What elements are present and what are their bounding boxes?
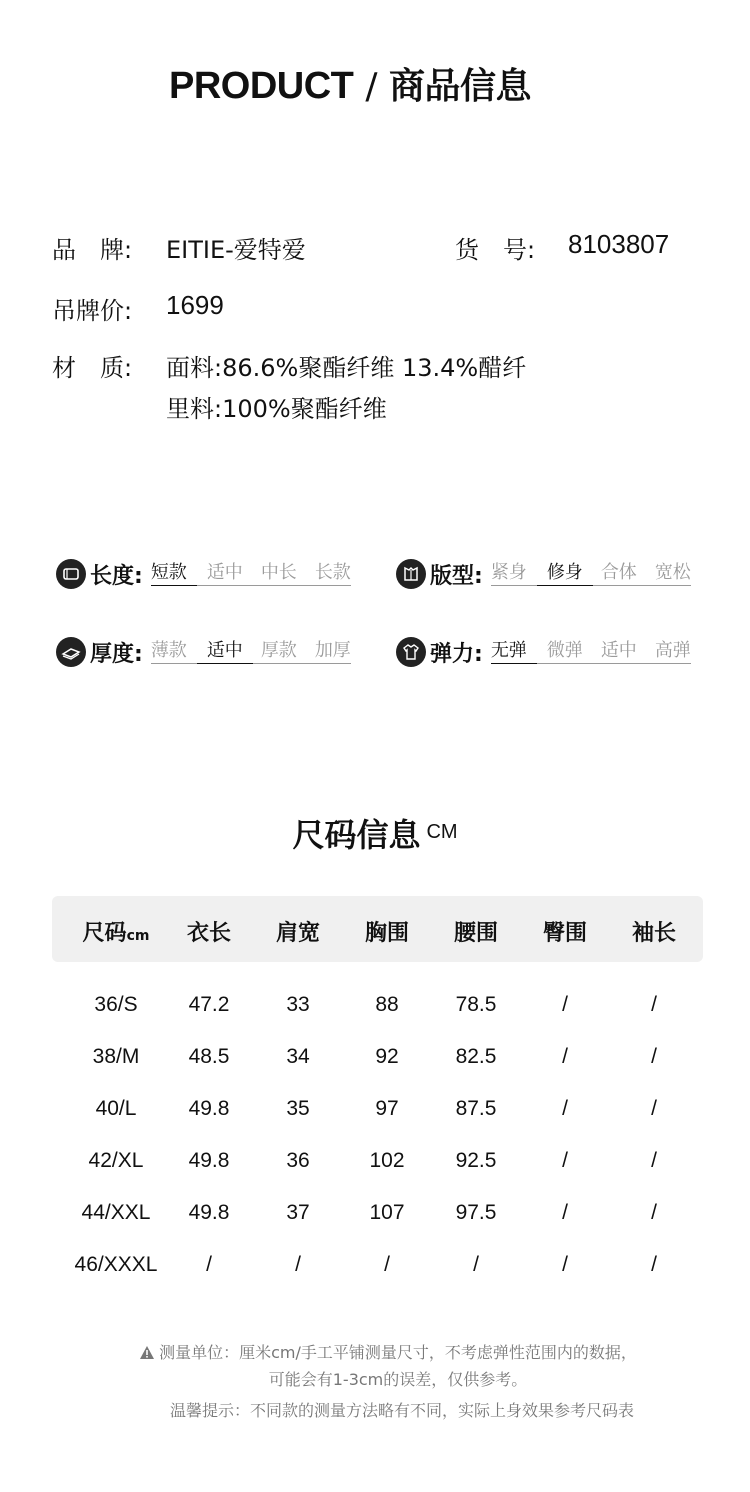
option-mid-long: 中长 [253,562,307,586]
option-long: 长款 [307,562,351,586]
option-medium-stretch: 适中 [593,640,647,664]
option-thin: 薄款 [151,640,197,664]
cell-size: 44/XXL [81,1201,151,1224]
table-row [52,1193,703,1233]
cell-shoulder: 34 [286,1045,310,1068]
option-thick: 厚款 [253,640,307,664]
cell-chest: 92 [375,1045,399,1068]
cell-shoulder: 33 [286,993,310,1016]
option-medium: 适中 [197,562,253,586]
size-section-title [0,810,750,856]
cell-length: 49.8 [188,1149,230,1172]
header-length: 衣长 [186,921,231,946]
table-row [52,1245,703,1285]
header-size-unit: cm [126,928,150,944]
cell-length: 48.5 [188,1045,230,1068]
cell-shoulder: / [295,1253,301,1276]
header-sleeve: 袖长 [631,921,676,946]
note-line-3: 温馨提示：不同款的测量方法略有不同，实际上身效果参考尺码表 [169,1401,634,1420]
cell-hip: / [562,1201,568,1224]
attribute-label: 长度: [90,563,143,589]
table-row [52,1037,703,1077]
note-line-2: 可能会有1-3cm的误差，仅供参考。 [268,1370,528,1389]
header-waist: 腰围 [453,921,498,946]
option-high-stretch: 高弹 [647,640,691,664]
option-loose: 宽松 [647,562,691,586]
attribute-label: 厚度: [90,641,143,667]
page-title [0,58,700,109]
option-extra-thick: 加厚 [307,640,351,664]
price-value: 1699 [166,290,224,320]
brand-row [52,230,692,262]
attribute-label: 弹力: [430,641,483,667]
fit-silhouette-icon [396,559,426,589]
cell-size: 36/S [94,993,138,1016]
material-line2: 里料:100%聚酯纤维 [166,395,387,423]
sku-label: 货 号: [455,236,536,264]
cell-sleeve: / [651,1045,657,1068]
cell-waist: 92.5 [455,1149,497,1172]
price-label: 吊牌价: [52,297,133,325]
material-label: 材 质: [52,354,133,382]
cell-length: 47.2 [188,993,230,1016]
fabric-thickness-icon [56,637,86,667]
warning-icon [139,1345,155,1360]
cell-chest: 102 [369,1149,405,1172]
note-line-1 [0,1340,750,1363]
cell-shoulder: 36 [286,1149,310,1172]
cell-length: 49.8 [188,1097,230,1120]
cell-chest: 97 [375,1097,399,1120]
cell-shoulder: 35 [286,1097,310,1120]
cell-waist: 87.5 [455,1097,497,1120]
cell-hip: / [562,1097,568,1120]
cell-size: 38/M [92,1045,140,1068]
cell-sleeve: / [651,1149,657,1172]
option-no-stretch: 无弹 [491,640,537,664]
attribute-thickness [56,635,351,669]
cell-chest: 107 [369,1201,405,1224]
cell-size: 40/L [95,1097,137,1120]
size-title-unit: CM [426,821,458,843]
option-slight-stretch: 微弹 [537,640,593,664]
jacket-length-icon [56,559,86,589]
option-short: 短款 [151,562,197,586]
cell-hip: / [562,993,568,1016]
price-row [52,291,692,323]
brand-value: EITIE-爱特爱 [166,236,306,264]
note-text-1: 测量单位：厘米cm/手工平铺测量尺寸，不考虑弹性范围内的数据， [159,1343,637,1362]
attribute-elasticity [396,635,691,669]
table-row [52,1141,703,1181]
attribute-row-2 [56,635,716,669]
header-chest: 胸围 [364,921,409,946]
attribute-length [56,557,351,591]
brand-label: 品 牌: [52,236,133,264]
table-row [52,985,703,1025]
cell-waist: 82.5 [455,1045,497,1068]
title-en: PRODUCT [168,65,354,107]
cell-sleeve: / [651,1097,657,1120]
cell-waist: / [473,1253,479,1276]
size-table-header [52,896,703,962]
cell-length: / [206,1253,212,1276]
cell-sleeve: / [651,993,657,1016]
attribute-row-1 [56,557,716,591]
option-regular: 合体 [593,562,647,586]
material-row [52,348,692,428]
cell-waist: 97.5 [455,1201,497,1224]
cell-waist: 78.5 [455,993,497,1016]
title-zh: 商品信息 [389,66,532,107]
header-size [62,916,170,947]
header-size-text: 尺码 [82,921,127,946]
option-tight: 紧身 [491,562,537,586]
header-shoulder: 肩宽 [275,921,320,946]
cell-sleeve: / [651,1253,657,1276]
cell-hip: / [562,1149,568,1172]
cell-shoulder: 37 [286,1201,310,1224]
title-separator: / [365,66,377,107]
cell-chest: 88 [375,993,399,1016]
table-row [52,1089,703,1129]
size-title-text: 尺码信息 [292,816,421,854]
attribute-label: 版型: [430,563,483,589]
elasticity-shirt-icon [396,637,426,667]
sku-value: 8103807 [568,229,670,259]
option-medium: 适中 [197,640,253,664]
option-slim: 修身 [537,562,593,586]
header-hip: 臀围 [542,921,587,946]
attribute-fit [396,557,691,591]
cell-hip: / [562,1045,568,1068]
cell-sleeve: / [651,1201,657,1224]
cell-size: 42/XL [88,1149,144,1172]
material-line1: 面料:86.6%聚酯纤维 13.4%醋纤 [166,354,527,382]
cell-size: 46/XXXL [74,1253,158,1276]
cell-hip: / [562,1253,568,1276]
cell-chest: / [384,1253,390,1276]
cell-length: 49.8 [188,1201,230,1224]
